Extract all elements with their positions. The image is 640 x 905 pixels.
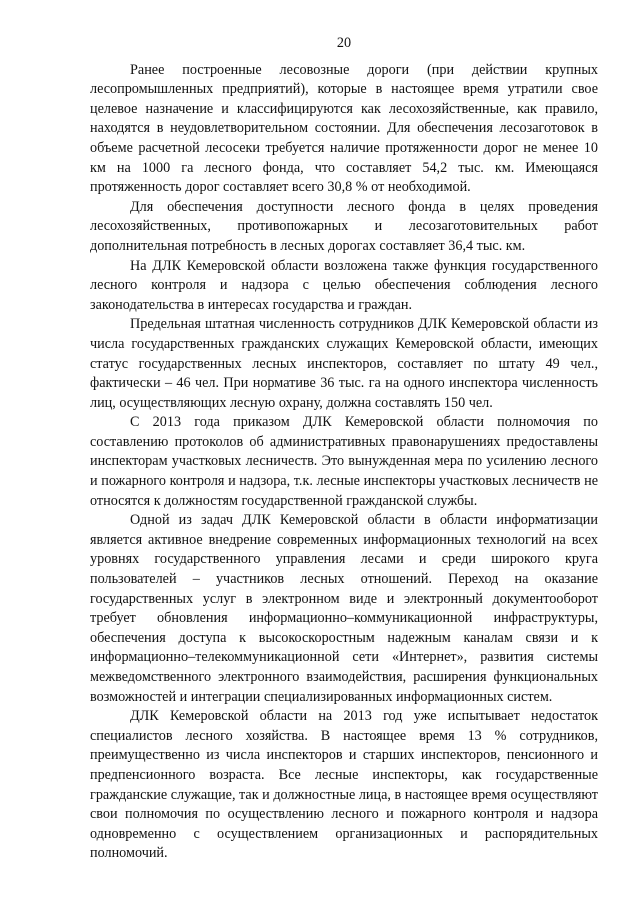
paragraph-protocols: С 2013 года приказом ДЛК Кемеровской области полномочия по составлению протоколов об административных правонарушениях предоставлены инспекторам участковых лесничеств. Это вынужденная мера по усилению лесного и пожарного контроля и надзора, т.к. лесные инспекторы участковых лесничеств не относятся к должностям государственной гражданской службы. [90, 414, 598, 509]
paragraph-staff-numbers: Предельная штатная численность сотрудников ДЛК Кемеровской области из числа государственных гражданских служащих Кемеровской области, имеющих статус государственных лесных инспекторов, составляет по штату 49 чел., фактически – 46 чел. При нормативе 36 тыс. га на одного инспектора численность лиц, осуществляющих лесную охрану, должна составлять 150 чел. [90, 316, 598, 411]
paragraph-road-demand: Для обеспечения доступности лесного фонда в целях проведения лесохозяйственных, противопожарных и лесозаготовительных работ дополнительная потребность в лесных дорогах составляет 36,4 тыс. км. [90, 198, 598, 254]
paragraph-staff-shortage: ДЛК Кемеровской области на 2013 год уже испытывает недостаток специалистов лесного хозяйства. В настоящее время 13 % сотрудников, преимущественно из числа инспекторов и старших инспекторов, пенсионного и предпенсионного возраста. Все лесные инспекторы, как государственные гражданские служащие, так и должностные лица, в настоящее время осуществляют свои полномочия по осуществлению лесного и пожарного контроля и надзора одновременно с осуществлением организационных и распорядительных полномочий. [90, 708, 598, 862]
paragraph-informatization: Одной из задач ДЛК Кемеровской области в области информатизации является активное внедрение современных информационных технологий на всех уровнях государственного управления лесами и среди широкого круга пользователей – участников лесных отношений. Переход на оказание государственных услуг в электронном виде и электронный документооборот требует обновления информационно–коммуникационной инфраструктуры, обеспечения доступа к высокоскоростным надежным каналам связи и к информационно–телекоммуникационной сети «Интернет», развития системы межведомственного электронного взаимодействия, расширения функциональных возможностей и интеграции специализированных информационных систем. [90, 512, 598, 705]
paragraph-forest-control: На ДЛК Кемеровской области возложена также функция государственного лесного контроля и надзора с целью обеспечения соблюдения лесного законодательства в интересах государства и граждан. [90, 257, 598, 313]
document-page [90, 34, 598, 864]
paragraph-forest-roads: Ранее построенные лесовозные дороги (при действии крупных лесопромышленных предприятий), которые в настоящее время утратили свое целевое назначение и классифицируются как лесохозяйственные, как правило, находятся в неудовлетворительном состоянии. Для обеспечения лесозаготовок в объеме расчетной лесосеки требуется наличие протяженности дорог не менее 10 км на 1000 га лесного фонда, что составляет 54,2 тыс. км. Имеющаяся протяженность дорог составляет всего 30,8 % от необходимой. [90, 61, 598, 196]
page-number: 20 [336, 35, 352, 51]
